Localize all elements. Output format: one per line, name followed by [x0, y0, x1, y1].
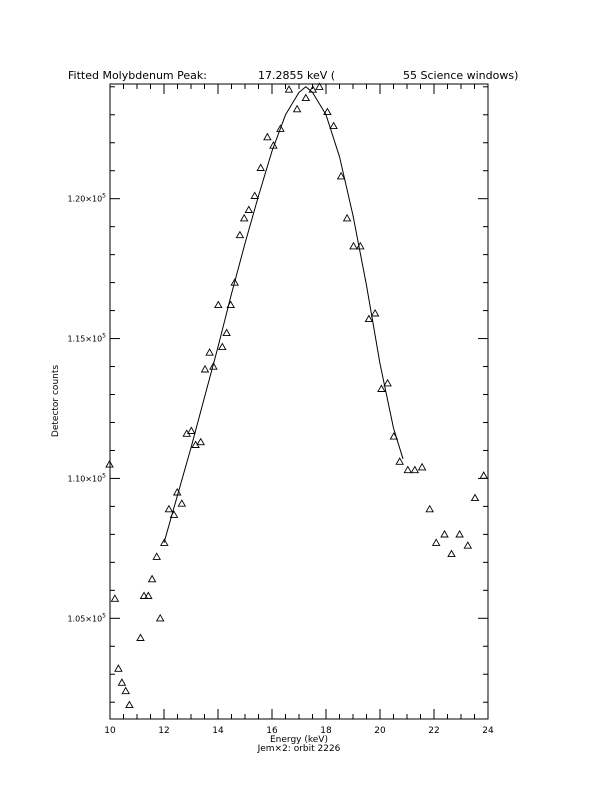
data-point-triangle	[472, 495, 479, 501]
data-point-triangle	[372, 310, 379, 316]
x-tick-label: 18	[320, 726, 332, 736]
data-point-triangle	[178, 500, 185, 506]
y-tick-exponent: 5	[102, 192, 106, 200]
data-point-triangle	[419, 464, 426, 470]
data-point-triangle	[294, 106, 301, 112]
data-point-triangle	[241, 215, 248, 221]
data-point-triangle	[115, 665, 122, 671]
x-tick-label: 12	[158, 726, 170, 736]
data-point-triangle	[165, 506, 172, 512]
data-point-triangle	[215, 302, 222, 308]
data-point-triangle	[441, 531, 448, 537]
y-tick-mantissa: 1.20	[67, 194, 86, 204]
data-point-triangle	[202, 366, 209, 372]
data-point-triangle	[197, 439, 204, 445]
y-tick-mantissa: 1.15	[67, 334, 86, 344]
y-tick-mantissa: 1.10	[67, 474, 86, 484]
x-tick-label: 20	[374, 726, 386, 736]
y-tick-label	[67, 333, 106, 344]
data-point-triangle	[384, 380, 391, 386]
data-point-triangle	[404, 467, 411, 473]
y-tick-times: ×10	[85, 194, 103, 204]
data-point-triangle	[126, 702, 133, 708]
y-tick-exponent: 5	[102, 332, 106, 340]
plot-frame	[110, 84, 488, 719]
fit-curve-layer	[164, 87, 403, 543]
data-point-triangle	[153, 553, 160, 559]
data-point-triangle	[219, 344, 226, 350]
data-point-triangle	[433, 539, 440, 545]
y-tick-labels	[67, 193, 106, 624]
chart-title-windows: 55 Science windows)	[403, 69, 519, 82]
data-point-triangle	[302, 95, 309, 101]
data-point-triangle	[236, 232, 243, 238]
data-point-triangle	[330, 123, 337, 129]
data-point-triangle	[122, 688, 129, 694]
gaussian-fit-curve	[164, 87, 403, 543]
data-point-triangle	[118, 679, 125, 685]
y-axis-label: Detector counts	[51, 364, 61, 438]
data-point-triangle	[426, 506, 433, 512]
data-point-triangle	[137, 634, 144, 640]
y-tick-exponent: 5	[102, 472, 106, 480]
y-tick-times: ×10	[85, 614, 103, 624]
chart-title-energy: 17.2855 keV (	[258, 69, 336, 82]
y-tick-label	[67, 612, 106, 623]
data-point-triangle	[350, 243, 357, 249]
data-point-triangle	[396, 458, 403, 464]
data-point-triangle	[464, 542, 471, 548]
x-tick-label: 24	[482, 726, 494, 736]
y-tick-label	[67, 193, 106, 204]
data-point-triangle	[206, 349, 213, 355]
y-tick-mantissa: 1.05	[67, 614, 86, 624]
x-tick-label: 16	[266, 726, 278, 736]
data-point-triangle	[188, 427, 195, 433]
data-point-triangle	[448, 551, 455, 557]
x-axis-label: Energy (keV)	[270, 735, 328, 745]
data-point-triangle	[286, 86, 293, 92]
x-tick-label: 14	[212, 726, 224, 736]
data-point-triangle	[411, 467, 418, 473]
footer-orbit-label: Jem×2: orbit 2226	[257, 744, 341, 754]
data-point-triangle	[480, 472, 487, 478]
axis-ticks	[110, 84, 488, 719]
data-point-triangle	[157, 615, 164, 621]
y-tick-times: ×10	[85, 334, 103, 344]
data-point-triangle	[456, 531, 463, 537]
chart-title-prefix: Fitted Molybdenum Peak:	[68, 69, 207, 82]
data-point-triangle	[357, 243, 364, 249]
y-tick-exponent: 5	[102, 612, 106, 620]
data-point-triangle	[245, 206, 252, 212]
x-tick-label: 10	[104, 726, 116, 736]
data-point-triangle	[149, 576, 156, 582]
data-point-triangle	[174, 489, 181, 495]
data-point-triangle	[251, 192, 258, 198]
data-point-triangle	[344, 215, 351, 221]
data-point-triangle	[264, 134, 271, 140]
y-tick-times: ×10	[85, 474, 103, 484]
y-tick-label	[67, 472, 106, 483]
data-point-triangle	[111, 595, 118, 601]
data-point-triangle	[257, 164, 264, 170]
data-point-triangle	[223, 330, 230, 336]
x-tick-label: 22	[428, 726, 440, 736]
data-points-layer	[106, 83, 487, 707]
